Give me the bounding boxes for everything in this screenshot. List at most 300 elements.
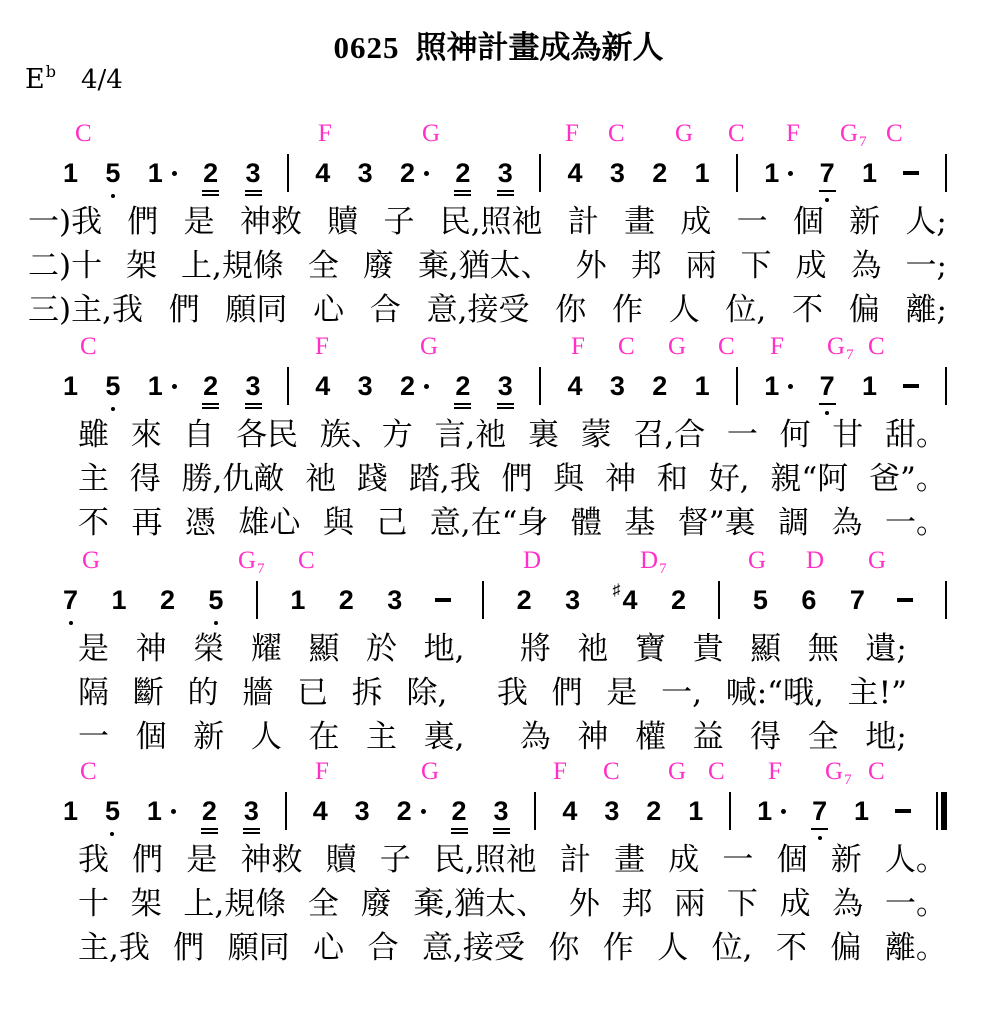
lyric-syllable: 個 (135, 718, 167, 755)
lyric-syllable: 兩 (685, 247, 717, 284)
beam-line (493, 832, 510, 834)
lyric-syllable: 意,接受 (426, 291, 530, 328)
music-system (0, 333, 997, 541)
lyric-syllable: 神救 (240, 841, 303, 878)
lyric-syllable: 地, (423, 630, 465, 667)
lyric-syllable: 踐 (357, 460, 389, 497)
lyric-syllable: 益 (692, 718, 724, 755)
chord-label: G (420, 333, 439, 360)
barline (736, 367, 738, 405)
lyric-syllable: 成 (668, 841, 700, 878)
lyric-syllable: 隔 (78, 674, 109, 711)
chord-label: C (718, 333, 735, 360)
lyric-syllable: 外 (568, 885, 600, 922)
lyric-syllable: 為 (519, 718, 551, 755)
note-digit: 2 (338, 584, 354, 615)
lyric-syllable: 一 (736, 203, 768, 240)
lyric-syllable: 主,我 (78, 929, 150, 966)
lyric-syllable: 子 (379, 841, 411, 878)
lyric-line (28, 284, 947, 328)
barline (287, 154, 289, 192)
lyric-syllable: 們 (132, 841, 164, 878)
lyric-syllable: 與 (322, 504, 354, 541)
chord-label: $G_7$ (827, 333, 854, 363)
note-digit: 5 (104, 373, 121, 400)
note-digit: 1 (111, 584, 127, 615)
note-digit: 1 (854, 795, 870, 826)
lyric-syllable: 召,合 (633, 416, 706, 453)
chord-label: D (806, 547, 825, 574)
key-letter: E (25, 64, 45, 95)
note-digit: 7 (819, 373, 836, 400)
chord-label: G (668, 758, 687, 785)
lyric-syllable: 祂 (305, 460, 337, 497)
lyric-syllable: 離; (905, 291, 947, 328)
lyric-syllable: 榮 (193, 630, 225, 667)
lyric-syllable: 是 (78, 630, 109, 667)
lyric-syllable: 雄心 (238, 504, 301, 541)
lyric-line (78, 878, 947, 922)
lyric-syllable: 斷 (132, 674, 164, 711)
low-octave-dot (69, 621, 73, 625)
lyric-syllable: 爸”。 (869, 460, 947, 497)
lyric-syllable: 得 (129, 460, 161, 497)
lyric-syllable: 裏 (527, 416, 559, 453)
music-system (0, 758, 997, 966)
beam-line (202, 403, 219, 405)
lyric-syllable: 主!” (847, 674, 907, 711)
beam-line (201, 832, 218, 834)
lyric-syllable: 上,規條 (183, 885, 287, 922)
lyric-syllable: 你 (548, 929, 580, 966)
lyric-syllable: 我 (78, 841, 109, 878)
note-digit: 2 (646, 795, 662, 826)
lyric-syllable: 新 (830, 841, 862, 878)
beam-line (202, 407, 219, 409)
chord-label: $G_7$ (825, 758, 852, 788)
notation-row (62, 363, 947, 409)
lyric-syllable: 位, (725, 291, 767, 328)
lyric-syllable: 計 (559, 841, 591, 878)
lyric-syllable: 祂 (577, 630, 609, 667)
beam-line (454, 190, 471, 192)
barline (256, 581, 258, 619)
note-dash (897, 598, 913, 602)
barline (534, 792, 536, 830)
lyric-syllable: 意,接受 (422, 929, 525, 966)
lyric-syllable: 何 (779, 416, 811, 453)
barline (945, 154, 947, 192)
lyric-syllable: 裏, (423, 718, 465, 755)
lyric-syllable: 贖 (327, 203, 359, 240)
lyric-syllable: 不 (792, 291, 824, 328)
chord-label: F (318, 120, 332, 147)
note-digit: 3 (609, 157, 625, 188)
lyric-syllable: 偏 (830, 929, 862, 966)
lyric-syllable: 憑 (184, 504, 216, 541)
note-digit: 3 (604, 795, 620, 826)
lyric-syllable: 好, (708, 460, 750, 497)
note-digit: 2 (652, 157, 668, 188)
beam-line (245, 403, 262, 405)
chord-label: G (675, 120, 694, 147)
lyric-syllable: 主 (78, 460, 109, 497)
note-digit: 1 (147, 160, 177, 187)
low-octave-dot (825, 411, 829, 415)
low-octave-dot (818, 836, 822, 840)
note-digit: 4 (562, 795, 578, 826)
lyric-syllable: 喊:“哦, (725, 674, 824, 711)
lyric-syllable: 架 (130, 885, 162, 922)
lyric-syllable: 位, (711, 929, 753, 966)
lyric-line (28, 196, 947, 240)
lyric-syllable: 各民 (236, 416, 299, 453)
note-digit: 7 (849, 584, 865, 615)
chord-label: C (618, 333, 635, 360)
chord-label: G (421, 758, 440, 785)
lyric-syllable: 無 (807, 630, 839, 667)
lyric-syllable: 離。 (884, 929, 947, 966)
lyric-syllable: 已 (297, 674, 328, 711)
note-digit: 2 (451, 798, 468, 825)
note-digit: 1 (694, 157, 710, 188)
augmentation-dot (172, 171, 177, 176)
beam-line (201, 828, 218, 830)
chord-label: C (868, 758, 885, 785)
lyric-syllable: 親“阿 (770, 460, 849, 497)
note-digit: 2 (652, 370, 668, 401)
chord-label: F (768, 758, 782, 785)
note-digit: 1 (63, 157, 79, 188)
augmentation-dot (172, 384, 177, 389)
note-digit: 1 (290, 584, 306, 615)
lyric-syllable: 是 (183, 203, 215, 240)
lyric-syllable: 一)我 (28, 203, 103, 240)
lyric-syllable: 於 (366, 630, 398, 667)
lyric-syllable: 神 (135, 630, 167, 667)
lyric-syllable: 二)十 (28, 247, 103, 284)
lyric-syllable: 和 (656, 460, 688, 497)
note-digit: 2 (202, 160, 219, 187)
lyric-syllable: 成 (680, 203, 712, 240)
beam-line (243, 832, 260, 834)
lyric-syllable: 一。 (884, 885, 947, 922)
note-digit: 5 (752, 584, 768, 615)
note-digit: 3 (357, 370, 373, 401)
note-digit: 2 (201, 798, 218, 825)
note-digit: 1 (694, 370, 710, 401)
lyric-syllable: 上,規條 (181, 247, 284, 284)
lyric-syllable: 們 (168, 291, 200, 328)
note-digit: 1 (688, 795, 704, 826)
lyric-syllable: 不 (78, 504, 109, 541)
lyric-syllable: 再 (131, 504, 163, 541)
augmentation-dot (788, 384, 793, 389)
lyric-syllable: 心 (313, 929, 345, 966)
lyric-syllable: 全 (807, 718, 839, 755)
chord-label: G (868, 547, 887, 574)
beam-line (245, 190, 262, 192)
lyric-syllable: 心 (313, 291, 345, 328)
note-digit: 1 (756, 798, 786, 825)
lyric-syllable: 除, (406, 674, 448, 711)
time-signature: 4/4 (80, 65, 123, 95)
chord-label: C (80, 758, 97, 785)
note-digit: 2 (399, 160, 429, 187)
lyric-syllable: 體 (570, 504, 602, 541)
beam-line (493, 828, 510, 830)
lyric-syllable: 邦 (630, 247, 662, 284)
lyric-line (78, 711, 907, 755)
note-digit: 5 (104, 798, 121, 825)
note-digit: 1 (63, 795, 79, 826)
lyric-syllable: 一 (722, 841, 754, 878)
note-digit: 1 (763, 160, 793, 187)
lyric-syllable: 個 (776, 841, 808, 878)
note-digit: 3 (493, 798, 510, 825)
lyric-syllable: 下 (726, 885, 758, 922)
lyric-syllable: 一; (905, 247, 947, 284)
lyric-line (78, 409, 947, 453)
lyric-syllable: 棄,猶太、 (413, 885, 548, 922)
lyric-syllable: 為 (831, 504, 863, 541)
lyric-line (78, 623, 907, 667)
chord-label: G (82, 547, 101, 574)
lyric-syllable: 不 (775, 929, 807, 966)
lyric-syllable: 己 (376, 504, 408, 541)
note-digit: 7 (811, 798, 828, 825)
lyric-syllable: 言,祂 (434, 416, 507, 453)
lyric-syllable: 為 (850, 247, 882, 284)
lyric-syllable: 廢 (362, 247, 394, 284)
music-system (0, 547, 997, 755)
lyric-line (78, 667, 907, 711)
beam-line (245, 194, 262, 196)
lyric-syllable: 人 (668, 291, 700, 328)
lyric-syllable: 個 (792, 203, 824, 240)
chord-label: C (728, 120, 745, 147)
lyric-syllable: 神救 (239, 203, 302, 240)
lyric-syllable: 下 (740, 247, 772, 284)
lyric-syllable: 神 (605, 460, 637, 497)
note-digit: 3 (243, 798, 260, 825)
lyric-syllable: 將 (519, 630, 551, 667)
chord-row (0, 758, 997, 788)
lyric-line (28, 240, 947, 284)
barline (482, 581, 484, 619)
note-digit: 7 (819, 160, 836, 187)
low-octave-dot (111, 407, 115, 411)
lyric-syllable: 來 (130, 416, 162, 453)
lyric-syllable: 贖 (325, 841, 357, 878)
lyric-syllable: 得 (750, 718, 782, 755)
chord-label: F (565, 120, 579, 147)
low-octave-dot (214, 621, 218, 625)
note-digit: 3 (354, 795, 370, 826)
note-digit: 5 (104, 160, 121, 187)
low-octave-dot (110, 832, 114, 836)
chord-label: C (886, 120, 903, 147)
beam-line (245, 407, 262, 409)
lyric-syllable: 顯 (308, 630, 340, 667)
lyric-syllable: 人。 (884, 841, 947, 878)
lyric-syllable: 畫 (614, 841, 646, 878)
note-dash (903, 171, 919, 175)
note-digit: 4 (567, 370, 583, 401)
lyric-syllable: 你 (555, 291, 587, 328)
beam-line (454, 407, 471, 409)
lyric-syllable: 全 (307, 885, 339, 922)
beam-line (451, 832, 468, 834)
lyric-syllable: 架 (126, 247, 158, 284)
chord-label: G (748, 547, 767, 574)
lyric-syllable: 一。 (885, 504, 947, 541)
chord-label: F (571, 333, 585, 360)
note-digit: ♯ 4 (612, 582, 638, 615)
chord-label: C (708, 758, 725, 785)
note-digit: 2 (516, 584, 532, 615)
lyric-syllable: 寶 (634, 630, 666, 667)
music-system (0, 120, 997, 328)
lyric-syllable: 權 (634, 718, 666, 755)
beam-line (819, 403, 836, 405)
lyric-syllable: 甘 (832, 416, 864, 453)
chord-row (0, 547, 997, 577)
chord-label: F (786, 120, 800, 147)
lyric-syllable: 民,照祂 (439, 203, 543, 240)
lyric-line (78, 497, 947, 541)
note-digit: 2 (202, 373, 219, 400)
note-digit: 1 (862, 370, 878, 401)
lyric-syllable: 計 (567, 203, 599, 240)
barline (945, 581, 947, 619)
augmentation-dot (424, 171, 429, 176)
lyric-syllable: 一 (78, 718, 109, 755)
note-digit: 4 (315, 370, 331, 401)
lyric-syllable: 作 (611, 291, 643, 328)
lyric-syllable: 願同 (225, 291, 288, 328)
chord-label: D (523, 547, 542, 574)
lyric-syllable: 與 (553, 460, 585, 497)
lyric-syllable: 子 (383, 203, 415, 240)
note-digit: 3 (497, 373, 514, 400)
lyric-syllable: 棄,猶太、 (417, 247, 552, 284)
chord-label: C (603, 758, 620, 785)
lyric-syllable: 蒙 (580, 416, 612, 453)
lyric-syllable: 顯 (750, 630, 782, 667)
note-digit: 1 (63, 370, 79, 401)
lyric-syllable: 三)主,我 (28, 291, 143, 328)
beam-line (497, 407, 514, 409)
note-digit: 1 (147, 373, 177, 400)
lyric-syllable: 基 (624, 504, 656, 541)
lyric-syllable: 偏 (848, 291, 880, 328)
low-octave-dot (111, 194, 115, 198)
lyric-syllable: 人 (250, 718, 282, 755)
lyric-syllable: 外 (575, 247, 607, 284)
lyric-syllable: 們 (551, 674, 583, 711)
barline (718, 581, 720, 619)
note-digit: 3 (565, 584, 581, 615)
lyric-syllable: 拆 (351, 674, 383, 711)
note-digit: 2 (671, 584, 687, 615)
lyric-syllable: 在 (308, 718, 340, 755)
augmentation-dot (424, 384, 429, 389)
note-digit: 1 (862, 157, 878, 188)
note-digit: 3 (609, 370, 625, 401)
lyric-syllable: 是 (606, 674, 638, 711)
chord-row (0, 120, 997, 150)
page-title (0, 22, 997, 67)
note-digit: 3 (497, 160, 514, 187)
chord-label: C (298, 547, 315, 574)
chord-label: $D_7$ (640, 547, 667, 577)
note-digit: 2 (396, 798, 426, 825)
beam-line (454, 194, 471, 196)
low-octave-dot (825, 198, 829, 202)
note-dash (895, 809, 911, 813)
lyric-syllable: 甜。 (884, 416, 947, 453)
chord-label: C (868, 333, 885, 360)
note-digit: 4 (567, 157, 583, 188)
notation-row (62, 150, 947, 196)
chord-label: C (75, 120, 92, 147)
lyric-syllable: 地; (865, 718, 907, 755)
note-digit: 3 (245, 160, 262, 187)
lyric-syllable: 自 (183, 416, 215, 453)
lyric-syllable: 十 (78, 885, 109, 922)
beam-line (243, 828, 260, 830)
lyric-syllable: 合 (369, 291, 401, 328)
note-digit: 2 (399, 373, 429, 400)
beam-line (454, 403, 471, 405)
barline (539, 367, 541, 405)
lyric-syllable: 兩 (674, 885, 706, 922)
lyric-syllable: 的 (187, 674, 219, 711)
barline (285, 792, 287, 830)
chord-label: C (608, 120, 625, 147)
lyric-syllable: 全 (307, 247, 339, 284)
augmentation-dot (421, 809, 426, 814)
note-digit: 1 (763, 373, 793, 400)
lyric-syllable: 合 (367, 929, 399, 966)
hymn-title-text: 照神計畫成為新人 (415, 30, 664, 66)
note-digit: 2 (454, 160, 471, 187)
lyric-syllable: 一, (661, 674, 702, 711)
lyric-syllable: 耀 (250, 630, 282, 667)
chord-label: G (422, 120, 441, 147)
hymn-number: 0625 (333, 30, 400, 65)
note-digit: 5 (207, 587, 224, 614)
beam-line (811, 828, 828, 830)
final-barline (936, 792, 947, 830)
lyric-syllable: 督”裏 (677, 504, 756, 541)
chord-label: C (80, 333, 97, 360)
barline (539, 154, 541, 192)
note-digit: 4 (312, 795, 328, 826)
notation-row (62, 788, 947, 834)
note-digit: 4 (315, 157, 331, 188)
barline (287, 367, 289, 405)
lyric-syllable: 勝,仇敵 (181, 460, 285, 497)
chord-label: $G_7$ (238, 547, 265, 577)
beam-line (497, 190, 514, 192)
chord-label: G (668, 333, 687, 360)
lyric-syllable: 民,照祂 (433, 841, 537, 878)
chord-label: $G_7$ (840, 120, 867, 150)
lyric-line (78, 922, 947, 966)
flat-icon: b (45, 62, 56, 81)
